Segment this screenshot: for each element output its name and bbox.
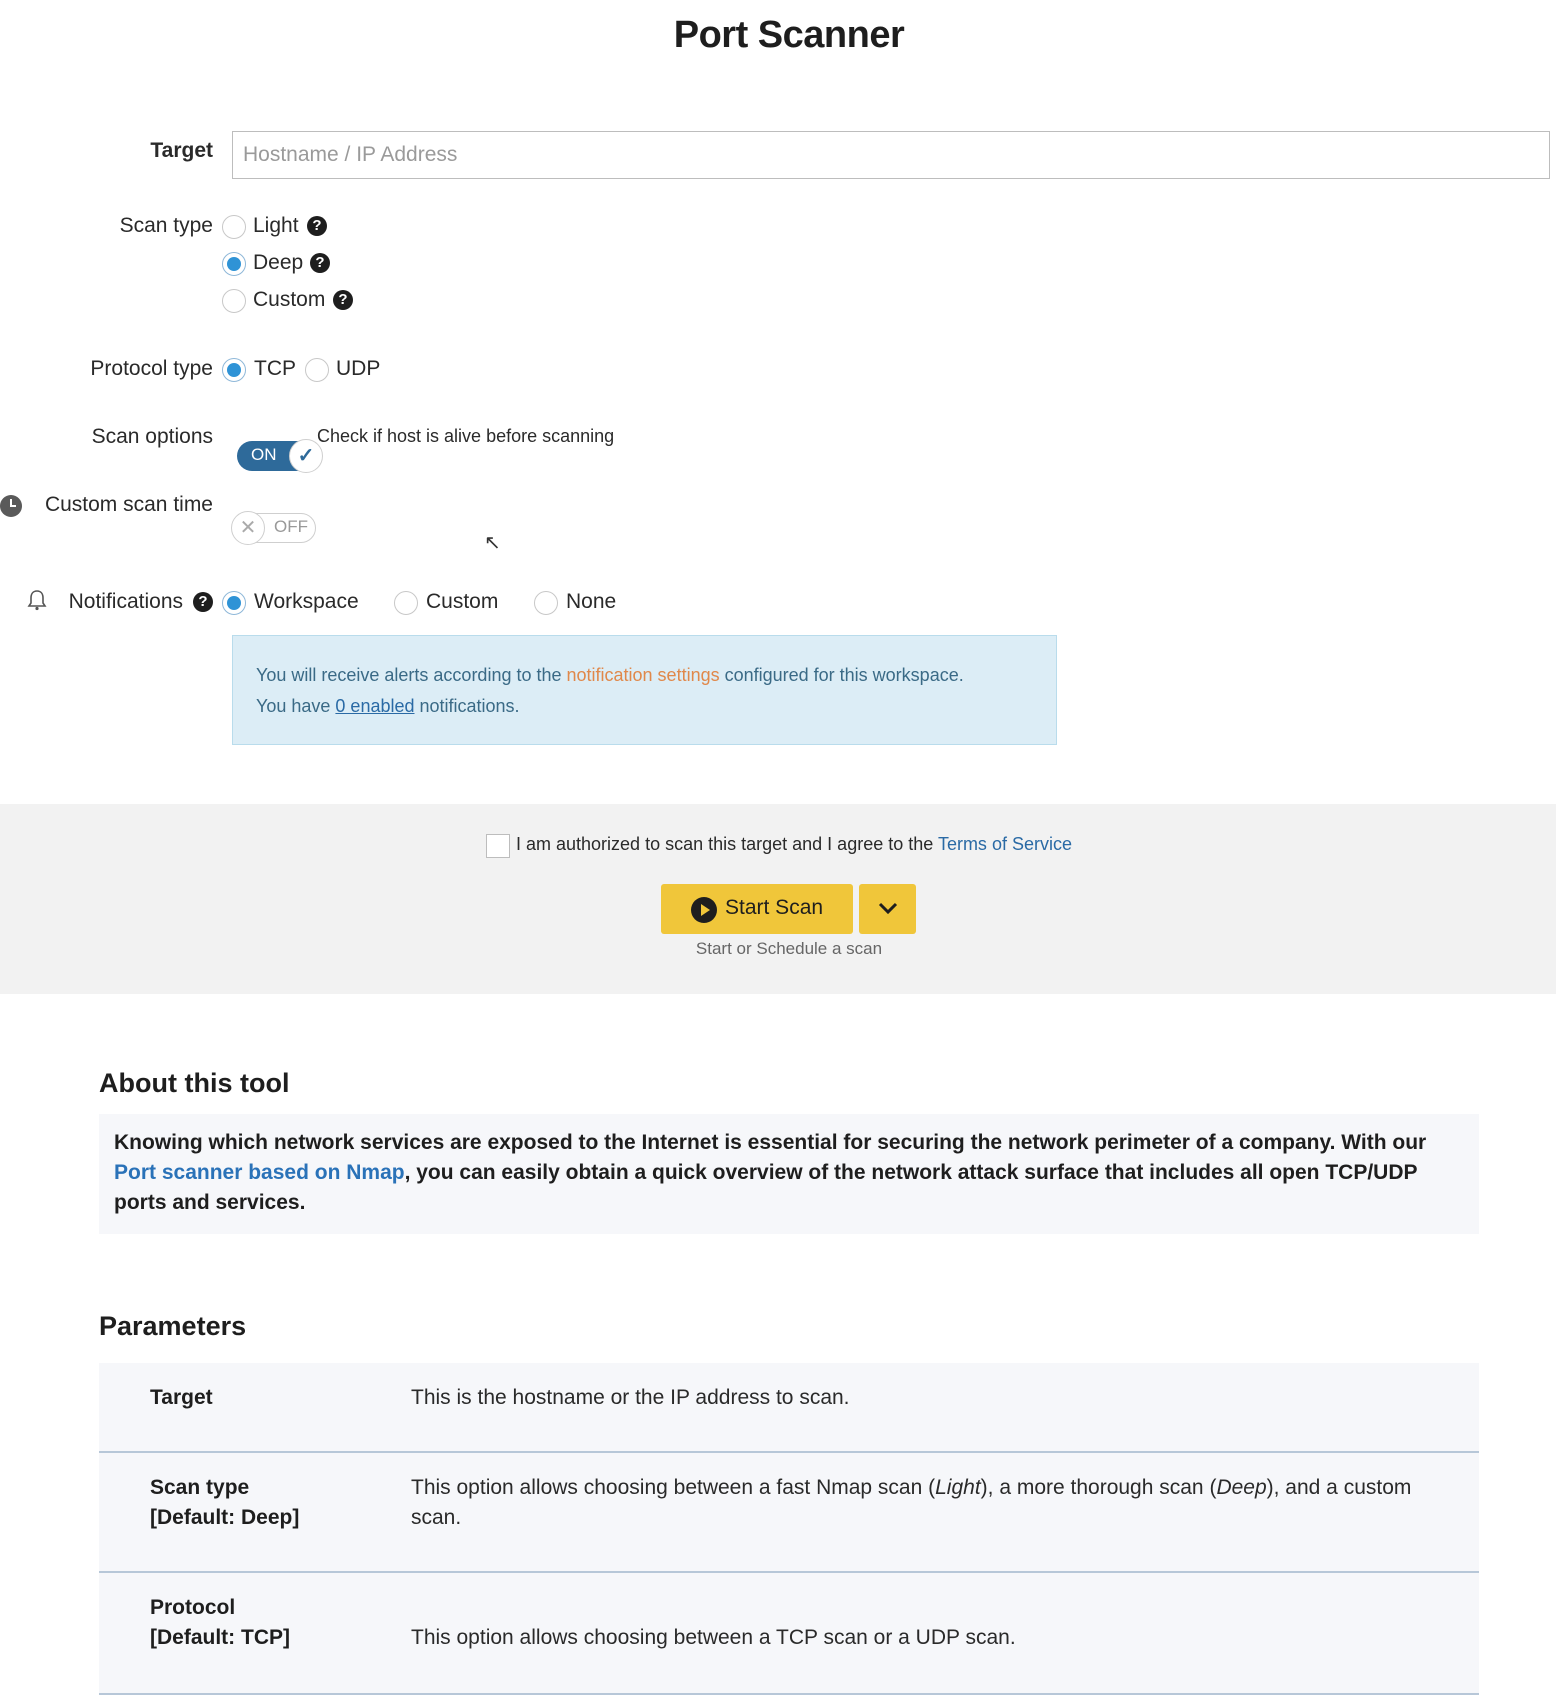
host-alive-text: Check if host is alive before scanning	[317, 426, 615, 446]
protocol-tcp-label[interactable]: TCP	[254, 357, 296, 380]
radio-notify-workspace[interactable]	[222, 591, 246, 615]
about-heading: About this tool	[99, 1068, 290, 1098]
param-name-text: Protocol	[150, 1596, 236, 1619]
start-scan-button[interactable]	[661, 884, 853, 934]
help-icon[interactable]: ?	[310, 253, 330, 273]
radio-udp[interactable]	[305, 358, 329, 382]
info-text: You have	[256, 696, 336, 716]
radio-notify-custom[interactable]	[394, 591, 418, 615]
agree-checkbox[interactable]	[486, 834, 510, 858]
protocol-type-label: Protocol type	[90, 357, 213, 380]
page-title: Port Scanner	[673, 14, 905, 56]
scan-type-custom-label[interactable]: Custom	[253, 288, 326, 311]
custom-scan-time-toggle[interactable]	[232, 513, 316, 543]
mouse-cursor-icon: ↖	[484, 532, 501, 554]
notifications-label: Notifications	[68, 590, 183, 613]
close-icon: ✕	[231, 511, 265, 545]
radio-custom[interactable]	[222, 289, 246, 313]
info-text: You will receive alerts according to the	[256, 665, 567, 685]
desc-text: ), a more thorough scan (	[980, 1476, 1217, 1499]
play-icon	[691, 897, 717, 923]
desc-text: This option allows choosing between a fast Nmap scan (	[411, 1476, 936, 1499]
desc-text: ), and a custom scan.	[411, 1476, 1412, 1529]
custom-scan-time-label: Custom scan time	[44, 493, 213, 516]
start-scan-label: Start Scan	[725, 896, 824, 919]
param-default: [Default: TCP]	[150, 1626, 290, 1649]
param-default: [Default: Deep]	[150, 1506, 300, 1529]
toggle-on-text: ON	[251, 445, 277, 464]
param-name	[150, 1593, 290, 1653]
param-row-protocol	[99, 1573, 1479, 1695]
scan-options-label: Scan options	[91, 425, 213, 448]
help-icon[interactable]: ?	[333, 290, 353, 310]
clock-icon	[0, 495, 22, 517]
schedule-dropdown-button[interactable]	[859, 884, 916, 934]
notification-info-box	[232, 635, 1057, 745]
desc-em: Deep	[1216, 1476, 1267, 1499]
terms-of-service-link[interactable]: Terms of Service	[937, 834, 1072, 854]
param-name: Target	[150, 1386, 213, 1409]
notification-settings-link[interactable]: notification settings	[566, 665, 720, 685]
chevron-down-icon	[878, 901, 898, 915]
radio-deep[interactable]	[222, 252, 246, 276]
param-desc: This is the hostname or the IP address to scan.	[411, 1386, 850, 1409]
host-alive-toggle[interactable]	[237, 441, 321, 471]
check-icon: ✓	[289, 439, 323, 473]
notify-workspace-label[interactable]: Workspace	[254, 590, 359, 613]
about-text: , you can easily obtain a quick overview of the network attack surface that includes all open TCP/UDP ports and services.	[114, 1161, 1418, 1214]
scan-type-deep-label[interactable]: Deep	[253, 251, 304, 274]
info-text: configured for this workspace.	[719, 665, 964, 685]
param-name	[150, 1473, 299, 1533]
toggle-off-text: OFF	[274, 517, 308, 536]
param-desc: This option allows choosing between a TCP scan or a UDP scan.	[411, 1626, 1016, 1649]
param-row-target	[99, 1363, 1479, 1453]
about-box	[99, 1114, 1479, 1234]
radio-notify-none[interactable]	[534, 591, 558, 615]
param-name-text: Scan type	[150, 1476, 250, 1499]
parameters-heading: Parameters	[99, 1311, 247, 1341]
radio-light[interactable]	[222, 215, 246, 239]
scan-type-label: Scan type	[119, 214, 213, 237]
info-text: notifications.	[414, 696, 520, 716]
radio-tcp[interactable]	[222, 358, 246, 382]
notify-none-label[interactable]: None	[566, 590, 617, 613]
agree-label: I am authorized to scan this target and I agree to the	[516, 834, 938, 854]
enabled-notifications-link[interactable]: 0 enabled	[335, 696, 415, 716]
protocol-udp-label[interactable]: UDP	[336, 357, 381, 380]
agree-text	[516, 834, 1072, 855]
notify-custom-label[interactable]: Custom	[426, 590, 499, 613]
desc-em: Light	[935, 1476, 981, 1499]
scan-type-light-label[interactable]: Light	[253, 214, 299, 237]
help-icon[interactable]: ?	[307, 216, 327, 236]
target-input[interactable]	[232, 131, 1550, 179]
param-desc	[411, 1473, 1421, 1533]
about-text: Knowing which network services are exposed to the Internet is essential for securing the network perimeter of a company. With our	[114, 1131, 1427, 1154]
param-row-scan-type	[99, 1453, 1479, 1573]
nmap-link[interactable]: Port scanner based on Nmap	[114, 1161, 405, 1184]
bell-icon	[27, 589, 47, 611]
help-icon[interactable]: ?	[193, 592, 213, 612]
target-label: Target	[150, 139, 213, 162]
start-hint: Start or Schedule a scan	[695, 939, 883, 958]
